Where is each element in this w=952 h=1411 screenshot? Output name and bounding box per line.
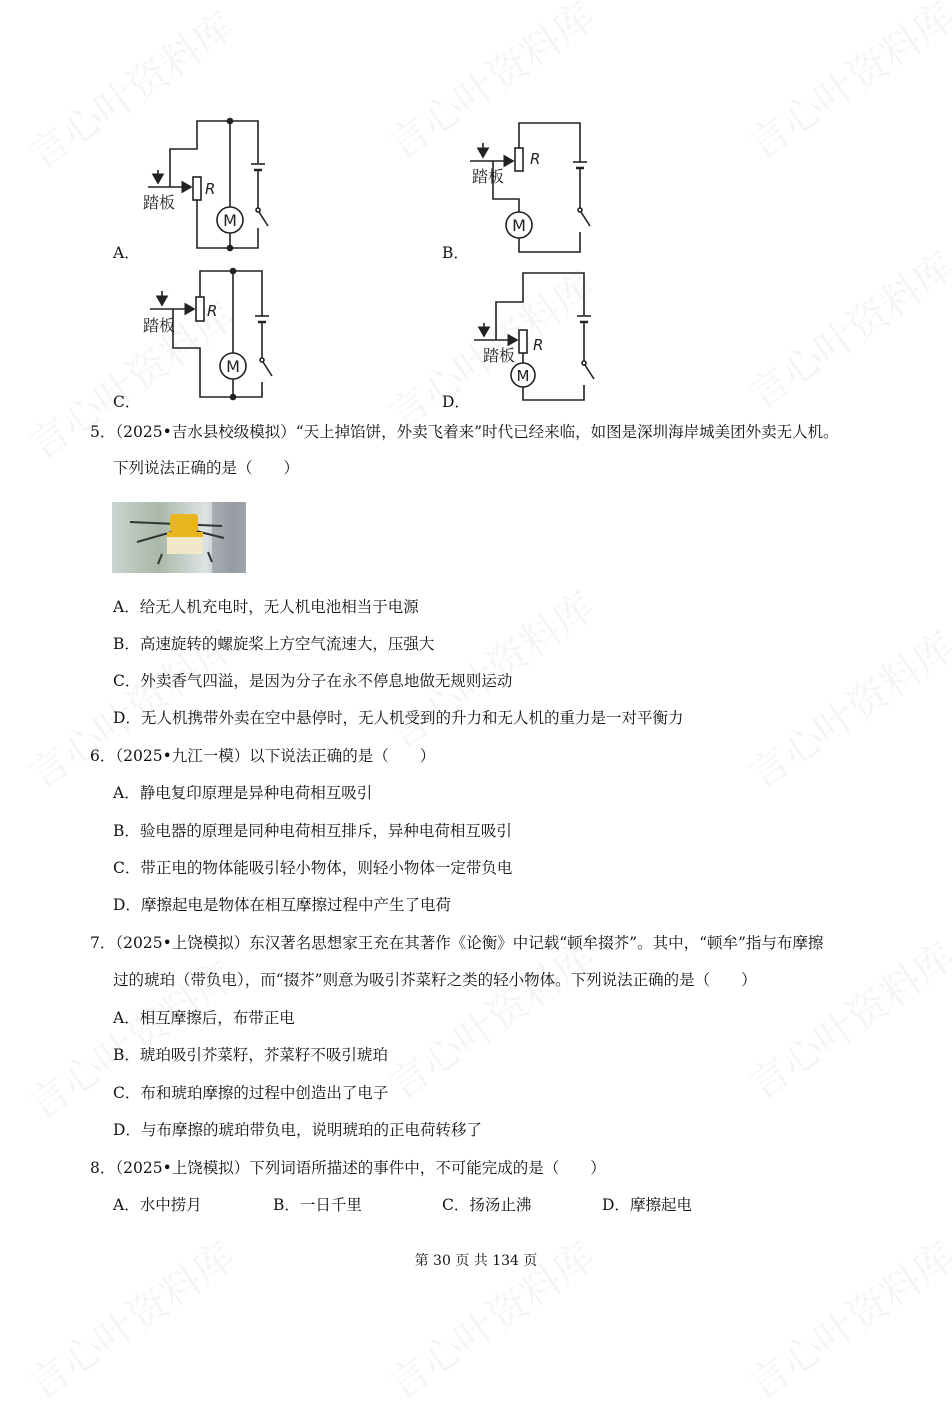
q6-option-c: C．带正电的物体能吸引轻小物体，则轻小物体一定带负电 <box>113 859 513 877</box>
svg-text:M: M <box>516 367 530 385</box>
question-text: 以下说法正确的是（ ） <box>249 747 436 765</box>
resistor-icon <box>196 297 204 321</box>
q4-option-b: B． <box>442 244 469 262</box>
drone-icon <box>112 502 246 573</box>
svg-text:M: M <box>512 216 526 235</box>
question-number: 6． <box>90 747 116 765</box>
circuit-diagrams <box>0 0 952 410</box>
svg-text:踏板: 踏板 <box>143 316 176 335</box>
question-source: （2025•上饶模拟） <box>115 934 250 952</box>
resistor-icon <box>519 330 527 353</box>
svg-text:踏板: 踏板 <box>143 193 176 212</box>
question-number: 5． <box>90 423 116 441</box>
q6-option-d: D．摩擦起电是物体在相互摩擦过程中产生了电荷 <box>113 896 451 914</box>
svg-text:R: R <box>533 336 544 354</box>
circuit-b <box>470 123 590 252</box>
q5-option-d: D．无人机携带外卖在空中悬停时，无人机受到的升力和无人机的重力是一对平衡力 <box>113 709 684 727</box>
q7-option-b: B．琥珀吸引芥菜籽，芥菜籽不吸引琥珀 <box>113 1046 388 1064</box>
q4-option-c: C． <box>113 393 141 411</box>
q7-stem <box>90 933 823 953</box>
svg-text:R: R <box>530 150 541 168</box>
q4-option-d: D． <box>442 393 470 411</box>
q8-option-d: D．摩擦起电 <box>602 1196 692 1214</box>
drone-photo <box>112 502 246 573</box>
watermark <box>735 616 952 800</box>
q7-option-a: A．相互摩擦后，布带正电 <box>113 1009 295 1027</box>
circuit-d <box>474 273 594 400</box>
q6-option-b: B．验电器的原理是同种电荷相互排斥，异种电荷相互吸引 <box>113 822 512 840</box>
q7-option-d: D．与布摩擦的琥珀带负电，说明琥珀的正电荷转移了 <box>113 1121 482 1139</box>
q8-option-a: A．水中捞月 <box>113 1196 202 1214</box>
question-source: （2025•吉水县校级模拟） <box>115 423 296 441</box>
total-pages: 134 <box>492 1253 519 1269</box>
question-number: 8． <box>90 1159 116 1177</box>
q5-option-b: B．高速旋转的螺旋桨上方空气流速大，压强大 <box>113 635 435 653</box>
q5-stem-cont: 下列说法正确的是（ ） <box>113 459 300 477</box>
question-text: 下列词语所描述的事件中，不可能完成的是（ ） <box>249 1159 606 1177</box>
svg-text:踏板: 踏板 <box>472 167 505 186</box>
watermark <box>735 926 952 1110</box>
question-source: （2025•九江一模） <box>115 747 250 765</box>
watermark <box>375 926 604 1110</box>
q7-option-c: C．布和琥珀摩擦的过程中创造出了电子 <box>113 1084 389 1102</box>
q8-stem <box>90 1158 606 1178</box>
circuit-c <box>143 269 272 400</box>
svg-text:踏板: 踏板 <box>483 346 516 365</box>
q6-option-a: A．静电复印原理是异种电荷相互吸引 <box>113 784 373 802</box>
resistor-icon <box>515 148 523 171</box>
svg-text:R: R <box>205 180 216 198</box>
question-source: （2025•上饶模拟） <box>115 1159 250 1177</box>
q6-stem <box>90 746 435 766</box>
q8-option-c: C．扬汤止沸 <box>442 1196 532 1214</box>
circuit-a <box>143 119 268 251</box>
q7-stem-cont: 过的琥珀（带负电），而“掇芥”则意为吸引芥菜籽之类的轻小物体。下列说法正确的是（ ） <box>113 971 757 989</box>
q4-option-a: A． <box>113 244 140 262</box>
svg-text:M: M <box>223 211 237 230</box>
question-number: 7． <box>90 934 116 952</box>
question-text: “天上掉馅饼，外卖飞着来”时代已经来临，如图是深圳海岸城美团外卖无人机。 <box>295 423 839 441</box>
q5-stem <box>90 422 839 442</box>
page-number: 30 <box>433 1253 451 1269</box>
resistor-icon <box>193 177 201 200</box>
svg-text:R: R <box>207 302 218 320</box>
q8-option-b: B．一日千里 <box>273 1196 362 1214</box>
q5-option-a: A．给无人机充电时，无人机电池相当于电源 <box>113 598 419 616</box>
page-footer: 第 30 页 共 134 页 <box>414 1253 538 1269</box>
q5-option-c: C．外卖香气四溢，是因为分子在永不停息地做无规则运动 <box>113 672 513 690</box>
svg-text:M: M <box>226 357 240 376</box>
question-text: 东汉著名思想家王充在其著作《论衡》中记载“顿牟掇芥”。其中，“顿牟”指与布摩擦 <box>249 934 824 952</box>
